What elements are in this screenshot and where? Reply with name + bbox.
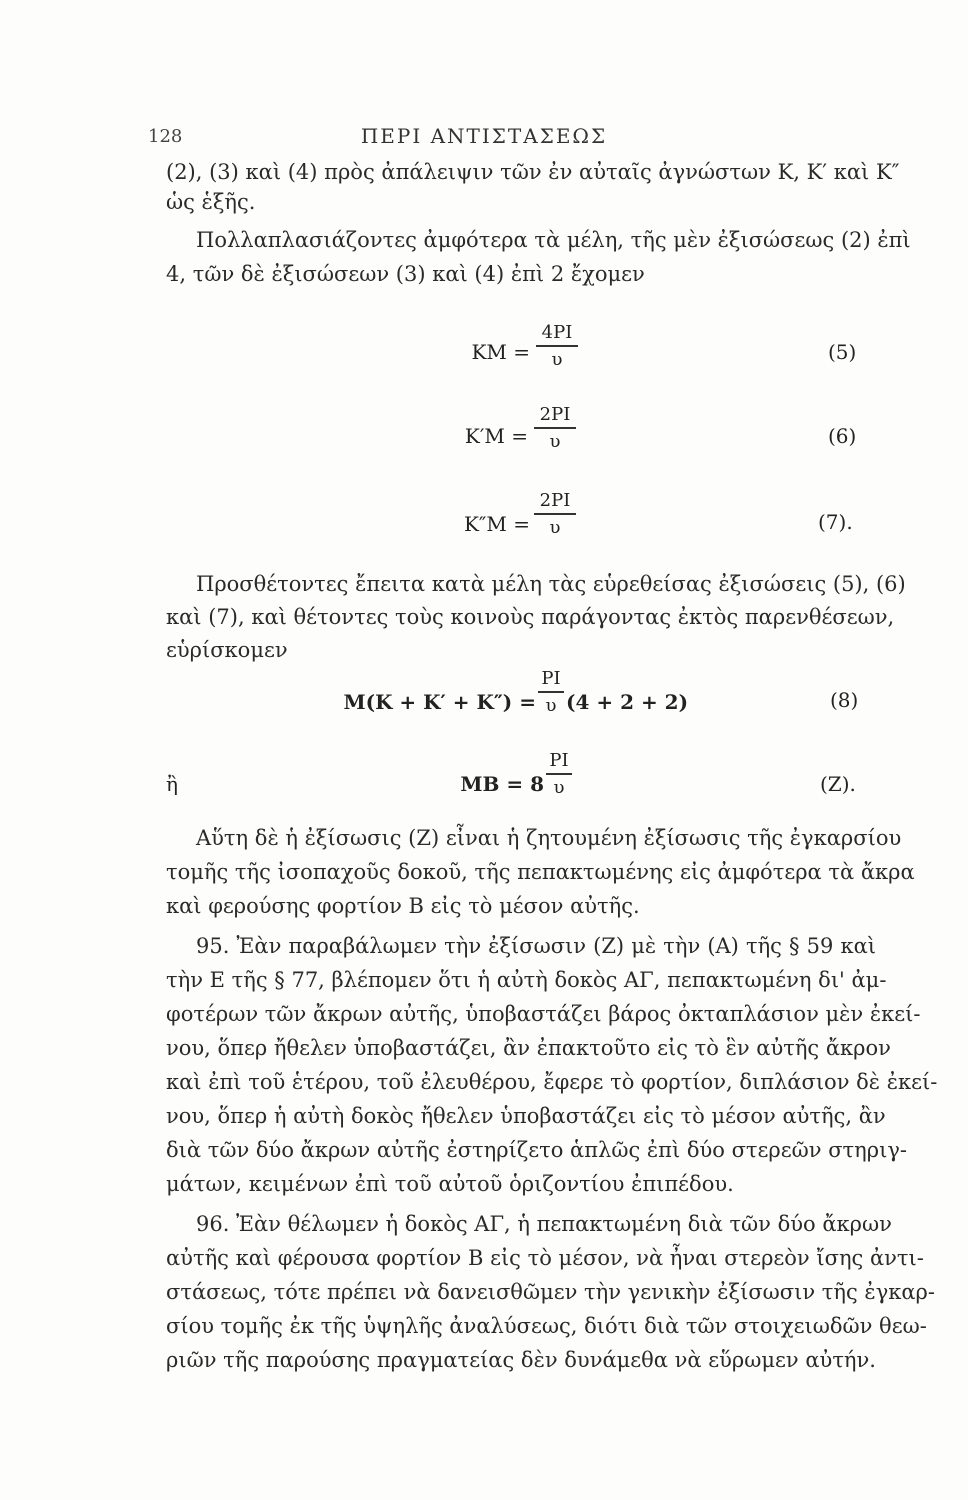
text-line: Πολλαπλασιάζοντες ἀμφότερα τὰ μέλη, τῆς μὲν ἐξισώσεως (2) ἐπὶ bbox=[196, 228, 911, 252]
text-line: τομῆς τῆς ἰσοπαχοῦς δοκοῦ, τῆς πεπακτωμένης εἰς ἀμφότερα τὰ ἄκρα bbox=[166, 860, 915, 884]
text-line: καὶ ἐπὶ τοῦ ἑτέρου, τοῦ ἐλευθέρου, ἔφερε τὸ φορτίον, διπλάσιον δὲ ἐκεί- bbox=[166, 1070, 938, 1094]
text-line: (2), (3) καὶ (4) πρὸς ἀπάλειψιν τῶν ἐν αὐταῖς ἀγνώστων Κ, Κ′ καὶ Κ″ bbox=[166, 160, 900, 184]
conjunction-or: ἢ bbox=[166, 772, 178, 796]
text-line: εὑρίσκομεν bbox=[166, 638, 288, 662]
fraction bbox=[534, 490, 576, 538]
text-line: ὡς ἑξῆς. bbox=[166, 190, 256, 214]
equation-8 bbox=[330, 690, 536, 720]
equation-lhs: ΜΒ = 8 bbox=[460, 772, 544, 796]
text-line: διὰ τῶν δύο ἄκρων αὐτῆς ἐστηρίζετο ἁπλῶς ἐπὶ δύο στερεῶν στηριγ- bbox=[166, 1138, 907, 1162]
equation-number: (7). bbox=[818, 510, 853, 534]
fraction-bar bbox=[534, 427, 576, 429]
fraction bbox=[534, 404, 576, 452]
denominator: υ bbox=[553, 776, 565, 798]
fraction-bar bbox=[538, 691, 564, 693]
numerator: 2ΡΙ bbox=[539, 404, 571, 425]
text-line: νου, ὅπερ ἤθελεν ὑποβαστάζει, ἂν ἐπακτοῦτο εἰς τὸ ἓν αὐτῆς ἄκρον bbox=[166, 1036, 891, 1060]
fraction bbox=[538, 668, 564, 716]
equation-number: (6) bbox=[828, 424, 857, 448]
equation-number: (5) bbox=[828, 340, 857, 364]
numerator: ΡΙ bbox=[549, 750, 569, 771]
equation-lhs: Κ″Μ = bbox=[463, 512, 530, 536]
text-line: σίου τομῆς ἐκ τῆς ὑψηλῆς ἀναλύσεως, διότι διὰ τῶν στοιχειωδῶν θεω- bbox=[166, 1314, 927, 1338]
running-title: ΠΕΡΙ ΑΝΤΙΣΤΑΣΕΩΣ bbox=[360, 124, 608, 148]
fraction bbox=[546, 750, 572, 798]
text-line: 4, τῶν δὲ ἐξισώσεων (3) καὶ (4) ἐπὶ 2 ἔχομεν bbox=[166, 262, 645, 286]
numerator: 2ΡΙ bbox=[539, 490, 571, 511]
text-line: 95. Ἐὰν παραβάλωμεν τὴν ἐξίσωσιν (Ζ) μὲ τὴν (Α) τῆς § 59 καὶ bbox=[196, 934, 876, 958]
page-number: 128 bbox=[148, 126, 183, 147]
equation-6 bbox=[450, 424, 528, 454]
text-line: 96. Ἐὰν θέλωμεν ἡ δοκὸς ΑΓ, ἡ πεπακτωμένη διὰ τῶν δύο ἄκρων bbox=[196, 1212, 892, 1236]
denominator: υ bbox=[545, 694, 557, 716]
equation-lhs: ΚΜ = bbox=[471, 340, 530, 364]
denominator: υ bbox=[549, 430, 561, 452]
fraction-bar bbox=[546, 773, 572, 775]
equation-7 bbox=[450, 512, 530, 542]
denominator: υ bbox=[551, 348, 563, 370]
fraction-bar bbox=[536, 345, 578, 347]
numerator: ΡΙ bbox=[541, 668, 561, 689]
text-line: Αὕτη δὲ ἡ ἐξίσωσις (Ζ) εἶναι ἡ ζητουμένη ἐξίσωσις τῆς ἐγκαρσίου bbox=[196, 826, 902, 850]
equation-number: (Ζ). bbox=[820, 772, 856, 796]
equation-Z bbox=[460, 772, 544, 802]
text-line: στάσεως, τότε πρέπει νὰ δανεισθῶμεν τὴν γενικὴν ἐξίσωσιν τῆς ἐγκαρ- bbox=[166, 1280, 935, 1304]
equation-lhs: Μ(Κ + Κ′ + Κ″) = bbox=[343, 690, 536, 714]
text-line: καὶ (7), καὶ θέτοντες τοὺς κοινοὺς παράγοντας ἐκτὸς παρενθέσεων, bbox=[166, 605, 895, 629]
text-line: αὐτῆς καὶ φέρουσα φορτίον Β εἰς τὸ μέσον, νὰ ἦναι στερεὸν ἴσης ἀντι- bbox=[166, 1246, 924, 1270]
text-line: καὶ φερούσης φορτίον Β εἰς τὸ μέσον αὐτῆς. bbox=[166, 894, 640, 918]
text-line: ριῶν τῆς παρούσης πραγματείας δὲν δυνάμεθα νὰ εὕρωμεν αὐτήν. bbox=[166, 1348, 876, 1372]
text-line: μάτων, κειμένων ἐπὶ τοῦ αὐτοῦ ὁριζοντίου ἐπιπέδου. bbox=[166, 1172, 734, 1196]
text-line: Προσθέτοντες ἔπειτα κατὰ μέλη τὰς εὑρεθείσας ἐξισώσεις (5), (6) bbox=[196, 572, 906, 596]
numerator: 4ΡΙ bbox=[541, 322, 573, 343]
text-line: φοτέρων τῶν ἄκρων αὐτῆς, ὑποβαστάζει βάρος ὀκταπλάσιον μὲν ἐκεί- bbox=[166, 1002, 921, 1026]
equation-5 bbox=[470, 340, 530, 370]
fraction-bar bbox=[534, 513, 576, 515]
denominator: υ bbox=[549, 516, 561, 538]
text-line: νου, ὅπερ ἡ αὐτὴ δοκὸς ἤθελεν ὑποβαστάζει εἰς τὸ μέσον αὐτῆς, ἂν bbox=[166, 1104, 886, 1128]
equation-lhs: Κ′Μ = bbox=[464, 424, 528, 448]
equation-number: (8) bbox=[830, 688, 859, 712]
text-line: τὴν Ε τῆς § 77, βλέπομεν ὅτι ἡ αὐτὴ δοκὸς ΑΓ, πεπακτωμένη δι' ἀμ- bbox=[166, 968, 887, 992]
equation-rest: (4 + 2 + 2) bbox=[566, 690, 689, 714]
fraction bbox=[536, 322, 578, 370]
